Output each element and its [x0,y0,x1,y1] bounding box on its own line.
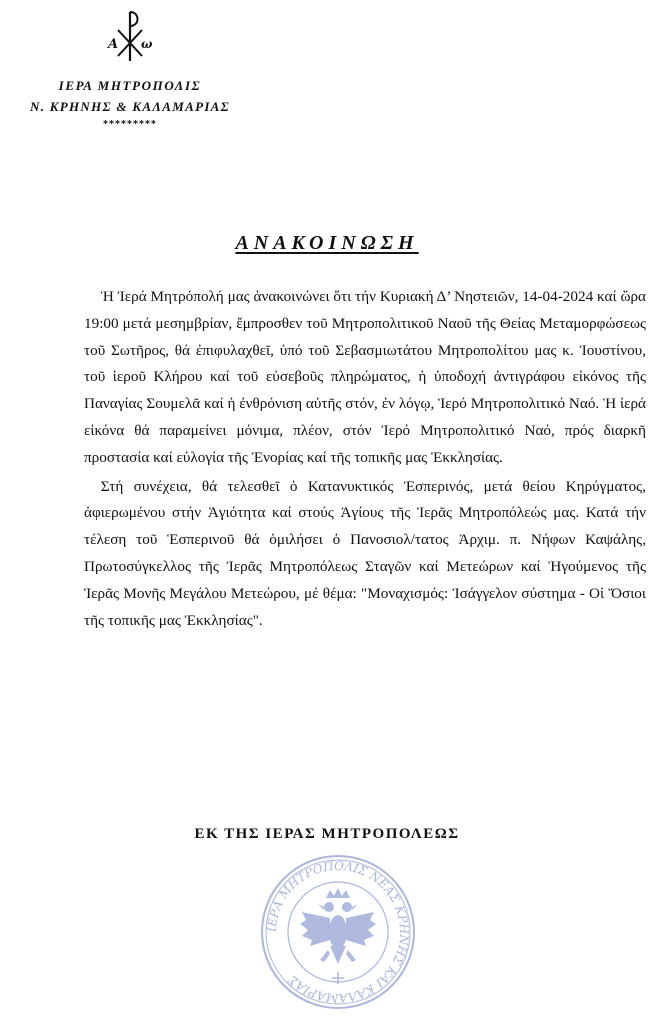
chi-rho-alpha-omega-icon [106,6,154,64]
issuer-name: ΙΕΡΑ ΜΗΤΡΟΠΟΛΙΣ [58,78,202,93]
svg-text:Α: Α [108,37,119,52]
double-headed-eagle-seal-icon [258,852,418,1012]
body-paragraph: Ἡ Ἱερά Μητρόπολή μας ἀνακοινώνει ὅτι τήν Κυριακή Δ’ Νηστειῶν, 14-04-2024 καί ὥρα 19:00 μετά μεσημβρίαν, ἔμπροσθεν τοῦ Μητροπολιτικοῦ Ναοῦ τῆς Θείας Μεταμορφώσεως τοῦ Σωτῆρος, θά ἐπιφυλαχθεῖ, ὑπό τοῦ Σεβασμιωτάτου Μητροπολίτου μας κ. Ἰουστίνου, τοῦ ἱεροῦ Κλήρου καί τοῦ εὐσεβοῦς πληρώματος, ἡ ὑποδοχή ἀντιγράφου εἰκόνος τῆς Παναγίας Σουμελᾶ καί ἡ ἐνθρόνιση αὐτῆς στόν, ἐν λόγῳ, Ἱερό Μητροπολιτικό Ναό. Ἡ ἱερά εἰκόνα θά παραμείνει μόνιμα, πλέον, στόν Ἱερό Μητροπολιτικό Ναό, πρός διαρκῆ προστασία καί εὐλογία τῆς Ἐνορίας καί τῆς τοπικῆς μας Ἐκκλησίας. [84,288,646,466]
header-divider-stars: ********* [103,119,157,130]
svg-text:ω: ω [141,37,153,51]
letterhead [30,6,230,130]
issuer-region: Ν. ΚΡΗΝΗΣ & ΚΑΛΑΜΑΡΙΑΣ [30,99,231,114]
body-paragraph: Στή συνέχεια, θά τελεσθεῖ ὁ Κατανυκτικός Ἑσπερινός, μετά θείου Κηρύγματος, ἀφιερωμένου στήν Ἁγιότητα καί στούς Ἁγίους τῆς Ἱερᾶς Μητροπόλεώς μας. Κατά τήν τέλεση τοῦ Ἑσπερινοῦ θά ὁμιλήσει ὁ Πανοσιολ/τατος Ἀρχιμ. π. Νήφων Καψάλης, Πρωτοσύγκελλος τῆς Ἱερᾶς Μητροπόλεως Σταγῶν καί Μετεώρων καί Ἡγούμενος τῆς Ἱερᾶς Μονῆς Μεγάλου Μετεώρου, μέ θέμα: "Μοναχισμός: Ἰσάγγελον σύστημα - Οἱ Ὅσιοι τῆς τοπικῆς μας Ἐκκλησίας". [84,477,646,629]
document-title: ΑΝΑΚΟΙΝΩΣΗ [235,232,419,254]
announcement-body [84,284,646,634]
stamp-ring-text: ΙΕΡΑ ΜΗΤΡΟΠΟΛΙΣ ΝΕΑΣ ΚΡΗΝΗΣ ΚΑΙ ΚΑΛΑΜΑΡΙΑΣ [264,858,412,1006]
signature-line: ΕΚ ΤΗΣ ΙΕΡΑΣ ΜΗΤΡΟΠΟΛΕΩΣ [194,826,460,842]
